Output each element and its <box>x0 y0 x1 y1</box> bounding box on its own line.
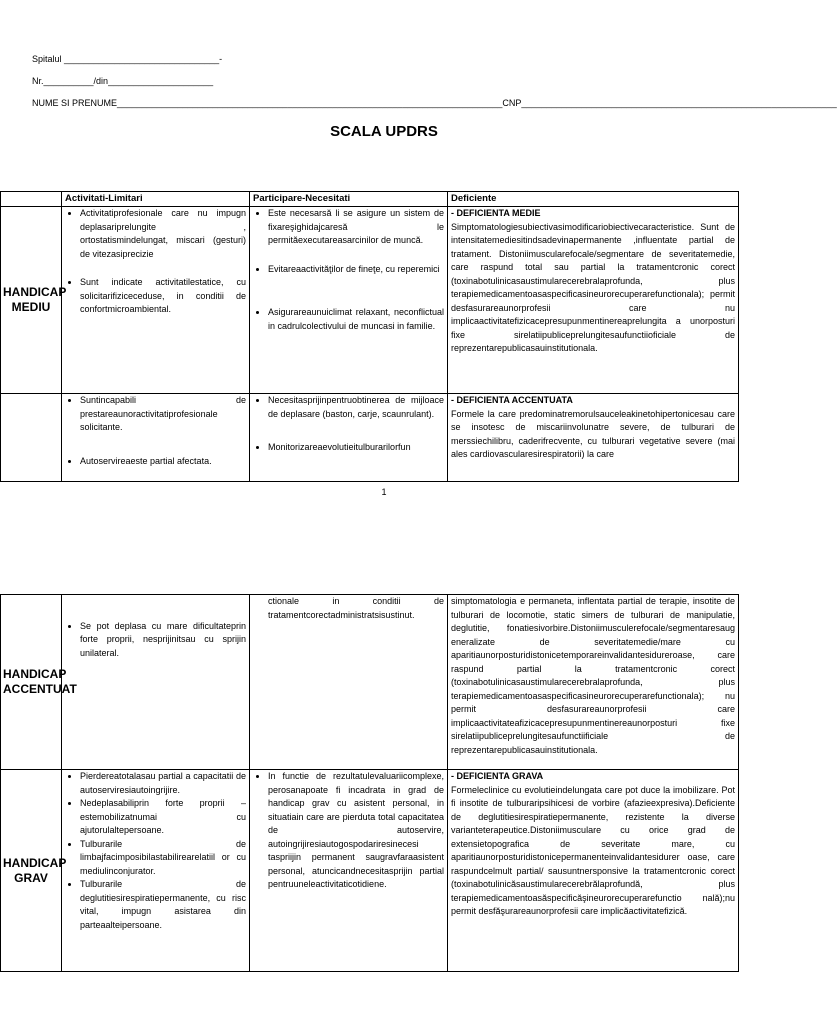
list-item: • Sunt indicate activitatilestatice, cu solicitarifiziceceduse, in conditii de confortmicroambiental. <box>80 276 246 317</box>
list-item: • Evitareaactivităţilor de fineţe, cu reperemici <box>268 263 444 277</box>
deficiente-cell: - DEFICIENTA ACCENTUATA Formele la care predominatremorulsauceleakinetohipertonicesau care se insotesc de miscariinvolunatre severe, de tulburari de merssiechilibru, caderifrecvente, cu tulburari vegetative severe (mai ales cardiovascularesirespiratorii) la care <box>448 394 739 482</box>
table-row <box>1 394 739 482</box>
deficiente-text: Formeleclinice cu evolutieindelungata care pot duce la imobilizare. Pot fi insotite de tulburaripsihicesi de vorbire (afazieexpresiva).Deficiente de deglutitiesirespiratiepermanente, rezistente la diverse varianteterapeutice.Distoniimusculare cu orice grad de extensietopografica de severitate mare, cu aparitiaunorposturidistonicepermanenteinvalidantesidurer oase, care raspundcelmult partial/ sausuntnersponsive la tratamentcronic corect (toxinabotulinicăsaustimularecerebrălaprofundă, plus terapiemedicamentoasăspecificăşineurorecuperarefunctio nală);nu permit desfăşurareaunorprofesii care implicăactivitatefizică. <box>451 784 735 916</box>
participare-cell <box>250 394 448 482</box>
level-label <box>1 394 62 482</box>
list-item: • Tulburarile de limbajfacimposibilastabilirearelatiil or cu mediulinconjurator. <box>80 838 246 879</box>
participare-cell <box>250 207 448 394</box>
list-item: • Pierdereatotalasau partial a capacitatii de autoserviresiautoingrijire. <box>80 770 246 797</box>
list-item: • Nedeplasabiliprin forte proprii – estemobilizatnumai cu ajutorulaltepersoane. <box>80 797 246 838</box>
table-row <box>1 207 739 394</box>
list-item: • Activitatiprofesionale care nu impugn deplasariprelungite , ortostatismindelungat, miscari (gesturi) de vitezasiprecizie <box>80 207 246 261</box>
list-item: • In functie de rezultatulevaluariicomplexe, perosanapoate fi incadrata in grad de handicap grav cu asistent personal, in situatiain care are pierduta total capacitatea de autoservire, autoingrijiresiautogospodariresinecesi taspriijin permanent saugravfaraasistent personal, atuncicandnecesitasprijin partial pentruuneleactivitaticotidiene. <box>268 770 444 892</box>
number-date-line: Nr.__________/din_____________________ <box>32 76 214 86</box>
deficiente-text: Simptomatologiesubiectivasimodificariobiectivecaracteristice. Sunt de intensitatemediesitindsadevinapermanente ,influentate partial de tratament. Distoniimuscularefocale/segmentare de severitatemedie, care raspund total sau partial la tratamentcronic corect (toxinabotulinicasaustimularecerebralaprofunda, plus terapiemedicamentoasaspecificasineurorecuperarefunctionala); permit desfasurareaunorprofesii care nu implicaactivitatefizicacepresupunmentinereaprelungita a unorposturi fixe sirelatiipubliceprelungitesaufunctiioficiale de reprezentarepublicasauinstitutionala. <box>451 221 735 353</box>
deficiente-title: DEFICIENTA ACCENTUATA <box>456 395 573 405</box>
deficiente-cell <box>448 595 739 770</box>
deficiente-cell: - DEFICIENTA GRAVA Formeleclinice cu evolutieindelungata care pot duce la imobilizare. Pot fi insotite de tulburaripsihicesi de vorbire (afazieexpresiva).Deficiente de deglutitiesirespiratiepermanente, rezistente la diverse varianteterapeutice.Distoniimusculare cu orice grad de extensietopografica de severitate mare, cu aparitiaunorposturidistonicepermanenteinvalidantesidurer oase, care raspundcelmult partial/ sausuntnersponsive la tratamentcronic corect (toxinabotulinicăsaustimularecerebrălaprofundă, plus terapiemedicamentoasăspecificăşineurorecuperarefunctio nală);nu permit desfăşurareaunorprofesii care implicăactivitatefizică. <box>448 770 739 972</box>
activitati-cell <box>62 595 250 770</box>
name-cnp-line: NUME SI PRENUME_____________________________________________________________________________CNP_______________________________________________________________ <box>32 98 837 108</box>
participare-text: ctionale in conditii de tratamentcorectadministratsisustinut. <box>268 596 444 620</box>
level-label: HANDICAP GRAV <box>1 770 62 972</box>
hospital-line: Spitalul _______________________________- <box>32 54 223 64</box>
participare-cell <box>250 770 448 972</box>
list-item: • Suntincapabili de prestareaunoractivitatiprofesionale solicitante. <box>80 394 246 435</box>
header-participare: Participare-Necesitati <box>250 192 448 207</box>
page-gap <box>0 512 768 576</box>
activitati-cell <box>62 770 250 972</box>
participare-cell <box>250 595 448 770</box>
list-item: • Se pot deplasa cu mare dificultateprin forte proprii, nesprijinitsau cu sprijin unilateral. <box>80 620 246 661</box>
list-item: • Asigurareaunuiclimat relaxant, neconflictual in cadrulcolectivului de muncasi in familie. <box>268 306 444 333</box>
deficiente-text: simptomatologia e permaneta, inflentata partial de terapie, insotite de tulburari de locomotie, static simers de tulburari de manipulatie, deglutitie, fonatiesivorbire.Distoniimusculerefocale/segmentaresaug eneralizate de severitatemedie/mare cu aparitiaunorposturidistonicetemporareinvalidantesidureroase, care raspund partial la tratamentcronic corect (toxinabotulinicasaustimularecerebralaprofunda, plus terapiemedicamentoasaspecificasineurorecuperarefunctionala); nu permit desfasurareaunorprofesii care implicaactivitateafizicacepresupunmentinereaunorposturi fixe sirelatiipubliceprelungitesaufunctiificiale de reprezentarepublicasauinstitutionala. <box>451 596 735 755</box>
deficiente-cell: - DEFICIENTA MEDIE Simptomatologiesubiectivasimodificariobiectivecaracteristice. Sunt de intensitatemediesitindsadevinapermanente ,influentate partial de tratament. Distoniimuscularefocale/segmentare de severitatemedie, care raspund total sau partial la tratamentcronic corect (toxinabotulinicasaustimularecerebralaprofunda, plus terapiemedicamentoasaspecificasineurorecuperarefunctionala); permit desfasurareaunorprofesii care nu implicaactivitatefizicacepresupunmentinereaprelungita a unorposturi fixe sirelatiipubliceprelungitesaufunctiioficiale de reprezentarepublicasauinstitutionala. <box>448 207 739 394</box>
page-title: SCALA UPDRS <box>330 123 438 140</box>
list-item: • Monitorizareaevolutieitulburarilorfun <box>268 441 444 455</box>
header-activitati: Activitati-Limitari <box>62 192 250 207</box>
table-row <box>1 770 739 972</box>
list-item: • Este necesarsă li se asigure un sistem de fixareşighidajcaresă le permităexecutareasarcinilor de muncă. <box>268 207 444 248</box>
list-item: • Necesitasprijinpentruobtinerea de mijloace de deplasare (baston, carje, scaunrulant). <box>268 394 444 421</box>
table-row <box>1 595 739 770</box>
deficiente-title: DEFICIENTA MEDIE <box>456 208 541 218</box>
deficiente-text: Formele la care predominatremorulsauceleakinetohipertonicesau care se insotesc de miscariinvolunatre severe, de tulburari de merssiechilibru, caderifrecvente, cu tulburari vegetative severe (mai ales cardiovascularesirespiratorii) la care <box>451 408 735 459</box>
deficiente-title: DEFICIENTA GRAVA <box>456 771 544 781</box>
activitati-cell <box>62 394 250 482</box>
updrs-table-page1 <box>0 191 739 482</box>
list-item: • Tulburarile de deglutitiesirespiratiepermanente, cu risc vital, impugn asistarea din parteaalteipersoane. <box>80 878 246 932</box>
level-label: HANDICAP ACCENTUAT <box>1 595 62 770</box>
updrs-table-page2 <box>0 594 739 972</box>
activitati-cell <box>62 207 250 394</box>
header-deficiente: Deficiente <box>448 192 739 207</box>
list-item: • Autoservireaeste partial afectata. <box>80 455 246 469</box>
header-empty-cell <box>1 192 62 207</box>
table-header-row <box>1 192 739 207</box>
page-number: 1 <box>381 487 387 497</box>
level-label: HANDICAP MEDIU <box>1 207 62 394</box>
